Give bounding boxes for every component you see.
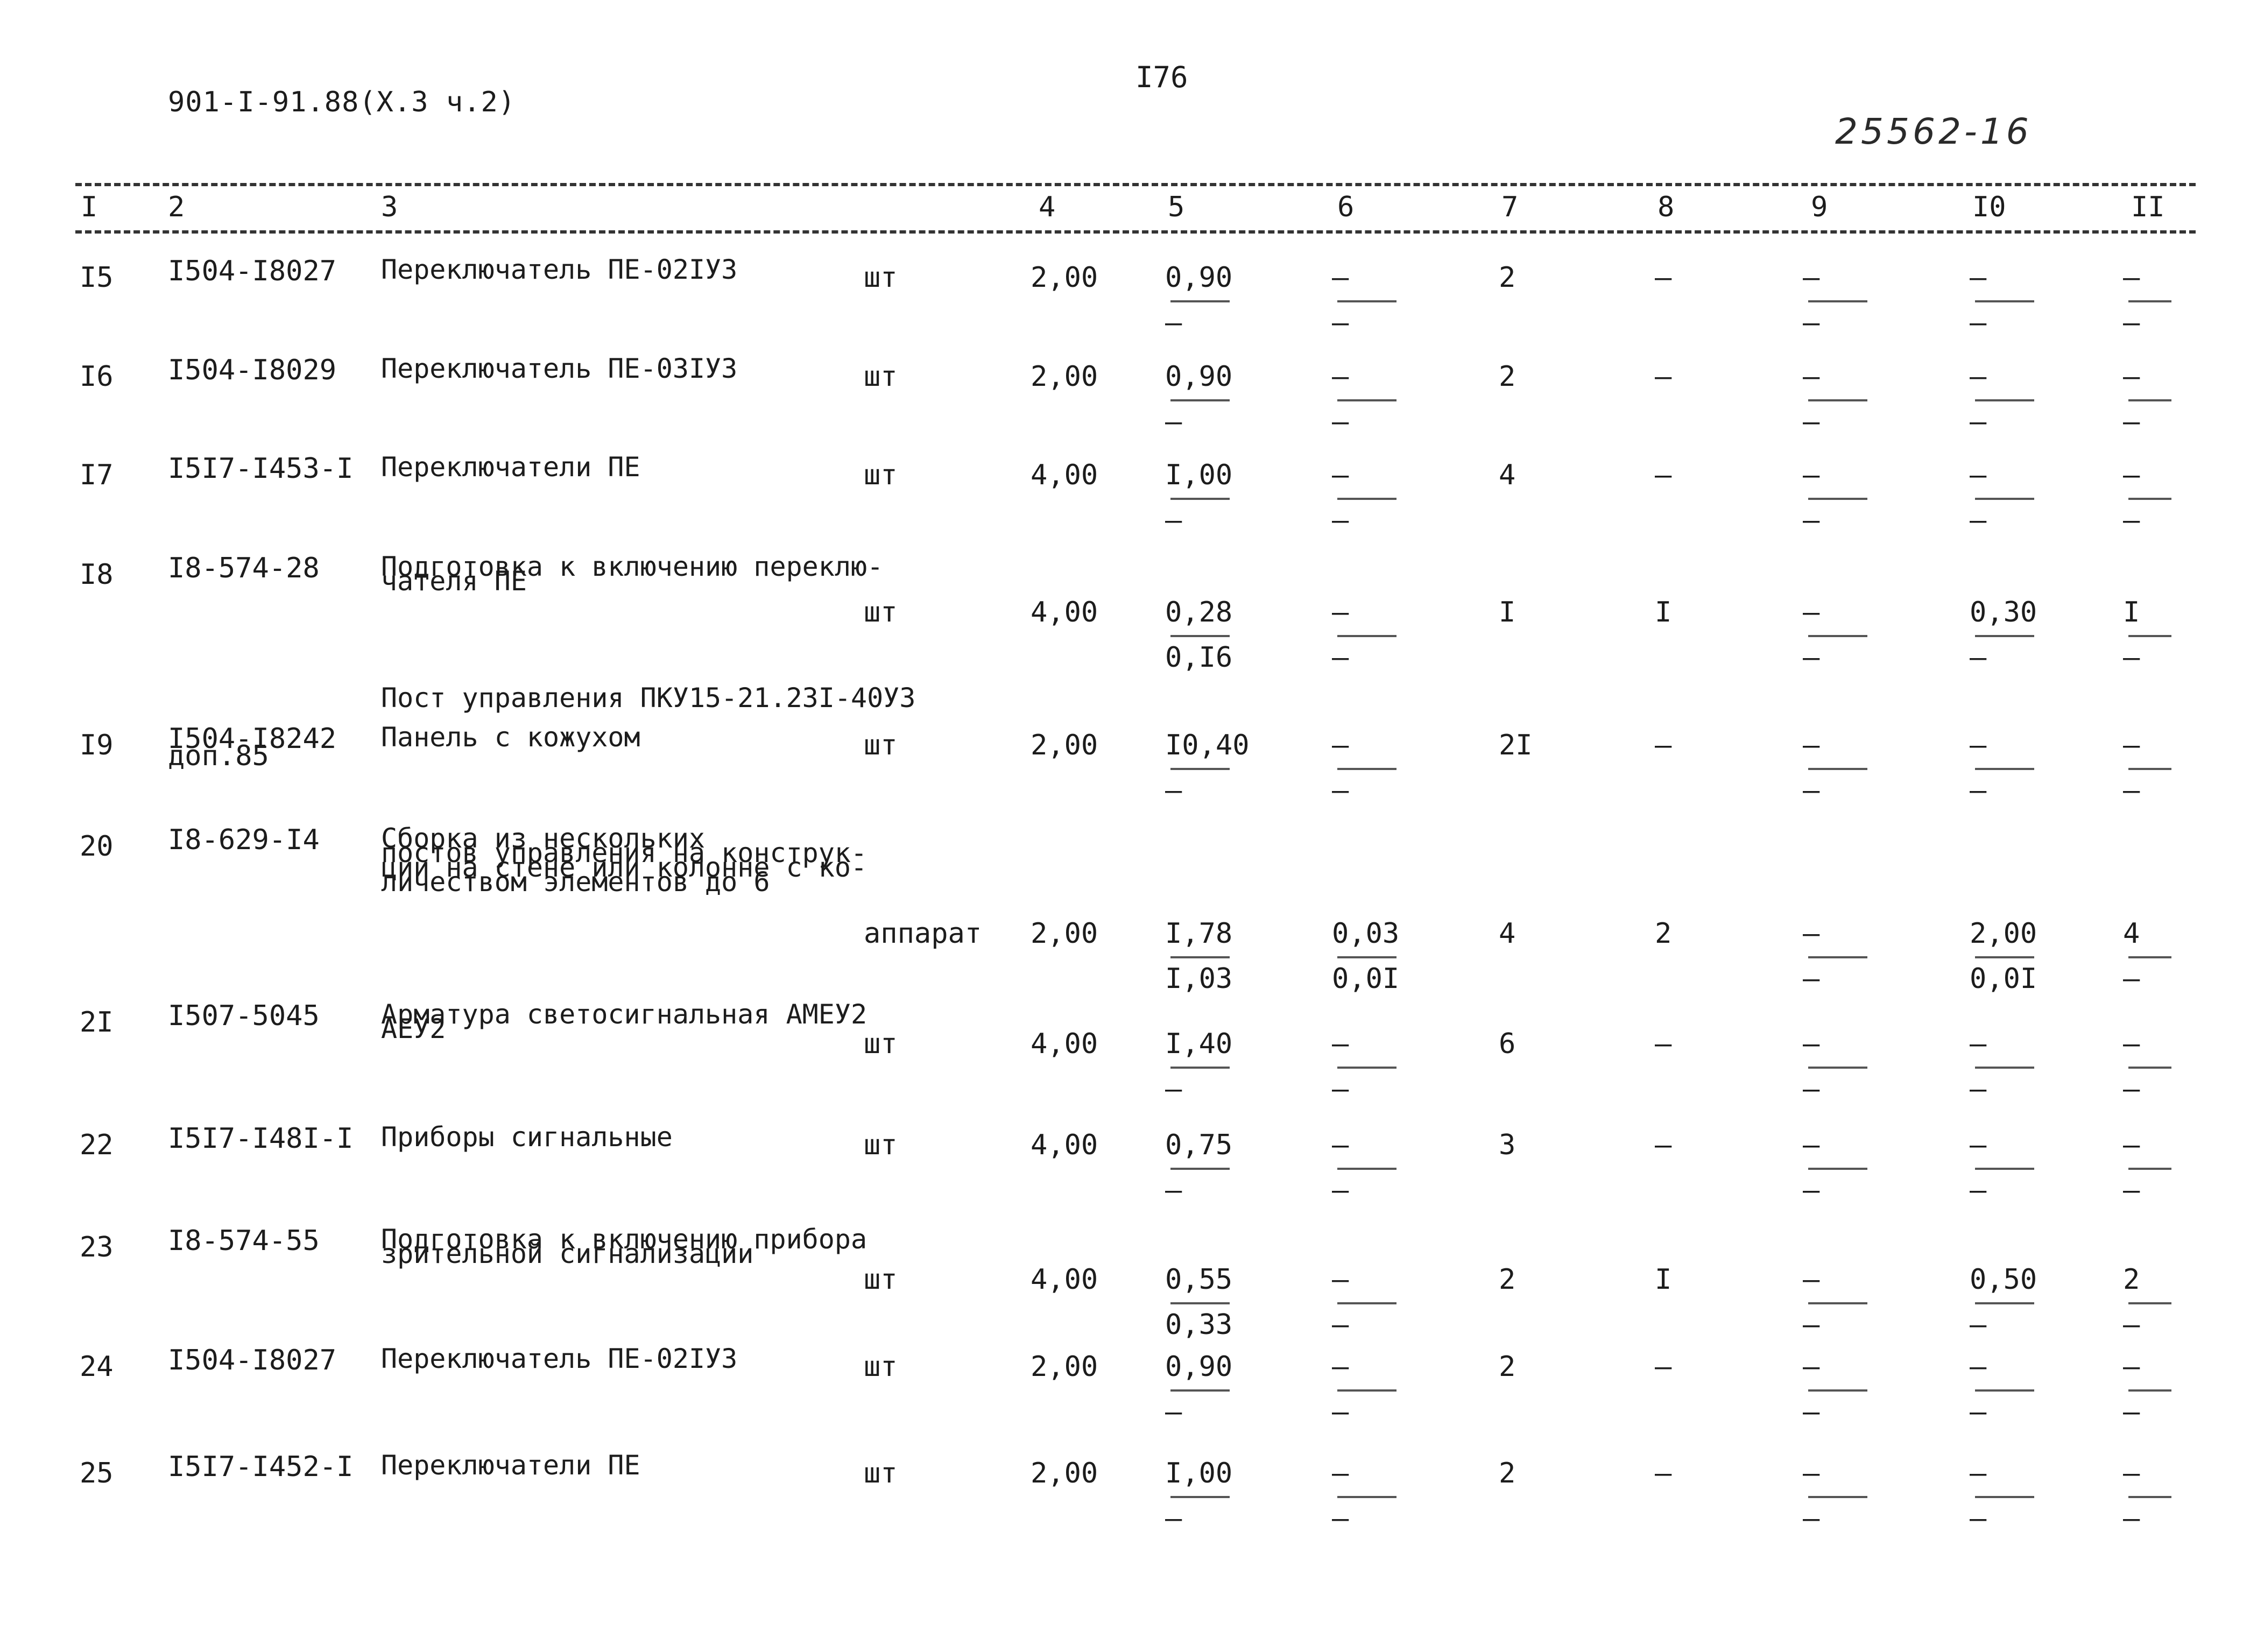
col10-fraction-bar [1975,300,2034,302]
col5-fraction-top: 0,55 [1165,1263,1233,1296]
col9-fraction-top: – [1803,917,1820,950]
col11-fraction-bar [2128,956,2171,958]
col9-fraction-top: – [1803,361,1820,393]
col11-fraction-bottom: – [2123,963,2140,995]
item-name: Переключатели ПЕ [381,1450,640,1481]
item-name: Подготовка к включению переклю- чателя ПЕ [381,551,884,597]
norm-code: I8-574-28 [168,552,320,584]
col7-value: 2 [1499,1263,1516,1296]
col9-fraction-bottom: – [1803,504,1820,536]
col10-fraction-bottom: – [1970,1502,1987,1535]
col9-fraction-bottom: – [1803,406,1820,438]
col10-fraction-top: – [1970,459,1987,491]
col9-fraction-top: – [1803,729,1820,761]
col10-fraction-bottom: 0,0I [1970,963,2037,995]
col10-fraction-bar [1975,635,2034,637]
col6-fraction-bottom: – [1332,1073,1349,1105]
col6-fraction-bottom: – [1332,1396,1349,1428]
col9-fraction-bottom: – [1803,641,1820,674]
col6-fraction-bottom: – [1332,1309,1349,1341]
col5-fraction-top: 0,90 [1165,361,1233,393]
col5-fraction-bottom: – [1165,1174,1182,1206]
col5-fraction-bottom: – [1165,1396,1182,1428]
sheet-reference: 25562-16 [1835,111,2032,152]
col5-fraction-bottom: 0,33 [1165,1309,1233,1341]
col10-fraction-top: – [1970,361,1987,393]
quantity-cell: 2,00 [1031,917,1098,950]
norm-code: I8-574-55 [168,1225,320,1257]
col5-fraction-top: I,00 [1165,459,1233,491]
quantity-cell: 2,00 [1031,361,1098,393]
col6-fraction-bar [1337,768,1396,770]
col11-fraction-bar [2128,1496,2171,1498]
col7-value: 3 [1499,1129,1516,1161]
col5-fraction-bottom: – [1165,1073,1182,1105]
column-header-5: 5 [1168,191,1185,223]
row-number: 25 [80,1457,114,1489]
col11-fraction-bottom: – [2123,1174,2140,1206]
col11-fraction-bar [2128,399,2171,401]
col9-fraction-bar [1808,300,1867,302]
col9-fraction-top: – [1803,1457,1820,1489]
col8-value: – [1655,1129,1672,1161]
column-header-3: 3 [381,191,398,223]
col8-value: I [1655,596,1672,629]
col11-fraction-bar [2128,300,2171,302]
column-header-1: I [81,191,98,223]
col8-value: – [1655,1028,1672,1060]
col9-fraction-bottom: – [1803,1174,1820,1206]
col6-fraction-bar [1337,1067,1396,1069]
col5-fraction-bottom: – [1165,307,1182,339]
page-number: I76 [1135,60,1188,94]
col6-fraction-bar [1337,399,1396,401]
quantity-cell: 2,00 [1031,1457,1098,1489]
col8-value: – [1655,729,1672,761]
col6-fraction-bar [1337,498,1396,500]
row-number: 20 [80,830,114,863]
col5-fraction-bottom: 0,I6 [1165,641,1233,674]
col5-fraction-top: 0,90 [1165,262,1233,294]
col6-fraction-bottom: – [1332,406,1349,438]
col10-fraction-top: – [1970,1028,1987,1060]
unit-cell: шт [864,729,898,761]
item-name: Арматура светосигнальная АМЕУ2 АЕУ2 [381,999,867,1044]
row-number: I8 [80,559,114,591]
item-name: Сборка из нескольких постов управления на конструк- ции на стене или колонне с ко- личеством элементов до 6 [381,823,867,898]
col9-fraction-bar [1808,1067,1867,1069]
item-name: Переключатель ПЕ-02IУ3 [381,254,738,285]
header-rule-bottom [75,230,2196,234]
col5-fraction-bar [1170,1067,1230,1069]
col10-fraction-bar [1975,1168,2034,1170]
col6-fraction-bar [1337,635,1396,637]
col5-fraction-bar [1170,1302,1230,1304]
col9-fraction-bar [1808,399,1867,401]
col10-fraction-bar [1975,498,2034,500]
col9-fraction-bar [1808,956,1867,958]
col11-fraction-bottom: – [2123,774,2140,807]
unit-cell: аппарат [864,917,982,950]
column-header-4: 4 [1039,191,1056,223]
col9-fraction-top: – [1803,1263,1820,1296]
col9-fraction-bottom: – [1803,963,1820,995]
col5-fraction-bar [1170,768,1230,770]
item-name: Переключатели ПЕ [381,451,640,483]
unit-cell: шт [864,361,898,393]
col10-fraction-top: 0,30 [1970,596,2037,629]
col10-fraction-bottom: – [1970,1396,1987,1428]
col7-value: 6 [1499,1028,1516,1060]
row-number: I9 [80,729,114,761]
col5-fraction-bottom: I,03 [1165,963,1233,995]
quantity-cell: 4,00 [1031,1129,1098,1161]
unit-cell: шт [864,596,898,629]
col5-fraction-bottom: – [1165,406,1182,438]
col9-fraction-top: – [1803,262,1820,294]
document-code: 901-I-91.88(X.3 ч.2) [168,86,516,118]
item-name: Панель с кожухом [381,722,640,753]
col11-fraction-bottom: – [2123,406,2140,438]
col6-fraction-top: – [1332,1457,1349,1489]
col6-fraction-bar [1337,1302,1396,1304]
col5-fraction-bar [1170,1389,1230,1392]
column-header-8: 8 [1658,191,1675,223]
col6-fraction-bar [1337,1389,1396,1392]
col10-fraction-bottom: – [1970,1073,1987,1105]
col10-fraction-top: 0,50 [1970,1263,2037,1296]
col8-value: I [1655,1263,1672,1296]
col6-fraction-top: – [1332,729,1349,761]
column-header-7: 7 [1501,191,1519,223]
col11-fraction-top: – [2123,1351,2140,1383]
row-number: 22 [80,1129,114,1161]
row-number: I6 [80,361,114,393]
col7-value: I [1499,596,1516,629]
col9-fraction-bar [1808,1168,1867,1170]
col11-fraction-top: 2 [2123,1263,2140,1296]
col10-fraction-bar [1975,956,2034,958]
quantity-cell: 2,00 [1031,729,1098,761]
col6-fraction-bottom: – [1332,1502,1349,1535]
quantity-cell: 4,00 [1031,459,1098,491]
quantity-cell: 2,00 [1031,1351,1098,1383]
col5-fraction-bottom: – [1165,1502,1182,1535]
unit-cell: шт [864,1129,898,1161]
col7-value: 2 [1499,262,1516,294]
col10-fraction-top: 2,00 [1970,917,2037,950]
col11-fraction-top: – [2123,1129,2140,1161]
col11-fraction-bottom: – [2123,1502,2140,1535]
col10-fraction-bottom: – [1970,504,1987,536]
col10-fraction-bar [1975,768,2034,770]
row-number: 23 [80,1231,114,1263]
col11-fraction-bar [2128,1067,2171,1069]
norm-code: I504-I8027 [168,255,337,287]
col11-fraction-top: – [2123,361,2140,393]
col6-fraction-top: – [1332,459,1349,491]
col11-fraction-bottom: – [2123,1073,2140,1105]
col9-fraction-bar [1808,768,1867,770]
col11-fraction-top: – [2123,729,2140,761]
col10-fraction-top: – [1970,1351,1987,1383]
col5-fraction-top: 0,28 [1165,596,1233,629]
col5-fraction-bottom: – [1165,774,1182,807]
norm-code: I5I7-I453-I [168,453,354,485]
col9-fraction-bottom: – [1803,1309,1820,1341]
col8-value: – [1655,1351,1672,1383]
unit-cell: шт [864,262,898,294]
col9-fraction-bar [1808,635,1867,637]
col6-fraction-bottom: 0,0I [1332,963,1400,995]
column-header-11: II [2131,191,2165,223]
unit-cell: шт [864,1263,898,1296]
col11-fraction-bar [2128,498,2171,500]
col10-fraction-bar [1975,1496,2034,1498]
quantity-cell: 2,00 [1031,262,1098,294]
col10-fraction-bar [1975,1389,2034,1392]
quantity-cell: 4,00 [1031,1263,1098,1296]
col11-fraction-bar [2128,1168,2171,1170]
col5-fraction-bar [1170,1496,1230,1498]
col9-fraction-bar [1808,1496,1867,1498]
col7-value: 2I [1499,729,1533,761]
col10-fraction-bottom: – [1970,774,1987,807]
norm-code: I504-I8029 [168,354,337,386]
col5-fraction-top: 0,75 [1165,1129,1233,1161]
col5-fraction-bar [1170,956,1230,958]
col6-fraction-bottom: – [1332,774,1349,807]
col10-fraction-bar [1975,1302,2034,1304]
row-number: I7 [80,459,114,491]
col6-fraction-top: – [1332,1129,1349,1161]
col5-fraction-top: I0,40 [1165,729,1250,761]
col11-fraction-bottom: – [2123,1309,2140,1341]
col9-fraction-bar [1808,498,1867,500]
col6-fraction-bar [1337,1496,1396,1498]
column-header-10: I0 [1972,191,2006,223]
column-header-2: 2 [168,191,185,223]
col11-fraction-bar [2128,1302,2171,1304]
col6-fraction-bottom: – [1332,641,1349,674]
unit-cell: шт [864,1028,898,1060]
col11-fraction-bottom: – [2123,504,2140,536]
item-name: Переключатель ПЕ-02IУ3 [381,1343,738,1374]
norm-code: I5I7-I48I-I [168,1122,354,1155]
row-number: I5 [80,262,114,294]
col7-value: 2 [1499,1457,1516,1489]
col11-fraction-bottom: – [2123,307,2140,339]
col5-fraction-top: 0,90 [1165,1351,1233,1383]
unit-cell: шт [864,1457,898,1489]
norm-code: I5I7-I452-I [168,1451,354,1483]
col8-value: 2 [1655,917,1672,950]
col11-fraction-top: I [2123,596,2140,629]
column-header-9: 9 [1811,191,1828,223]
col6-fraction-bar [1337,300,1396,302]
col9-fraction-bottom: – [1803,774,1820,807]
col9-fraction-top: – [1803,1351,1820,1383]
column-header-6: 6 [1337,191,1355,223]
col9-fraction-top: – [1803,596,1820,629]
col11-fraction-top: – [2123,1457,2140,1489]
col11-fraction-bar [2128,1389,2171,1392]
col6-fraction-top: 0,03 [1332,917,1400,950]
col10-fraction-bar [1975,399,2034,401]
col9-fraction-top: – [1803,1028,1820,1060]
norm-code: I507-5045 [168,1000,320,1032]
quantity-cell: 4,00 [1031,1028,1098,1060]
col8-value: – [1655,459,1672,491]
col5-fraction-bar [1170,399,1230,401]
col10-fraction-bottom: – [1970,641,1987,674]
col6-fraction-top: – [1332,361,1349,393]
col6-fraction-top: – [1332,596,1349,629]
col7-value: 4 [1499,917,1516,950]
norm-code: I504-I8242 доп.85 [168,723,337,772]
col9-fraction-bottom: – [1803,1502,1820,1535]
col7-value: 2 [1499,361,1516,393]
col9-fraction-bottom: – [1803,1073,1820,1105]
col5-fraction-bar [1170,635,1230,637]
col5-fraction-bottom: – [1165,504,1182,536]
unit-cell: шт [864,1351,898,1383]
header-rule-top [75,183,2196,186]
col6-fraction-top: – [1332,1263,1349,1296]
col9-fraction-bar [1808,1302,1867,1304]
col8-value: – [1655,262,1672,294]
col5-fraction-bar [1170,1168,1230,1170]
col6-fraction-top: – [1332,1028,1349,1060]
col9-fraction-bar [1808,1389,1867,1392]
col9-fraction-bottom: – [1803,1396,1820,1428]
col10-fraction-bottom: – [1970,1309,1987,1341]
col10-fraction-bottom: – [1970,307,1987,339]
col6-fraction-bottom: – [1332,307,1349,339]
col8-value: – [1655,361,1672,393]
col7-value: 2 [1499,1351,1516,1383]
col10-fraction-top: – [1970,729,1987,761]
col10-fraction-top: – [1970,262,1987,294]
col5-fraction-top: I,78 [1165,917,1233,950]
col10-fraction-bottom: – [1970,406,1987,438]
col11-fraction-bottom: – [2123,641,2140,674]
col11-fraction-top: – [2123,459,2140,491]
item-name: Приборы сигнальные [381,1121,673,1153]
col9-fraction-top: – [1803,1129,1820,1161]
col11-fraction-top: – [2123,1028,2140,1060]
norm-code: I504-I8027 [168,1344,337,1376]
row-number: 24 [80,1351,114,1383]
col6-fraction-bottom: – [1332,1174,1349,1206]
col10-fraction-bottom: – [1970,1174,1987,1206]
col10-fraction-top: – [1970,1457,1987,1489]
col6-fraction-top: – [1332,262,1349,294]
col5-fraction-top: I,40 [1165,1028,1233,1060]
col11-fraction-bar [2128,635,2171,637]
col5-fraction-top: I,00 [1165,1457,1233,1489]
col6-fraction-bottom: – [1332,504,1349,536]
col11-fraction-bottom: – [2123,1396,2140,1428]
col9-fraction-top: – [1803,459,1820,491]
col11-fraction-top: 4 [2123,917,2140,950]
col10-fraction-bar [1975,1067,2034,1069]
col7-value: 4 [1499,459,1516,491]
unit-cell: шт [864,459,898,491]
col5-fraction-bar [1170,300,1230,302]
col11-fraction-top: – [2123,262,2140,294]
quantity-cell: 4,00 [1031,596,1098,629]
col10-fraction-top: – [1970,1129,1987,1161]
item-name: Переключатель ПЕ-03IУ3 [381,353,738,384]
col11-fraction-bar [2128,768,2171,770]
item-name: Подготовка к включению прибора зрительной сигнализации [381,1224,867,1269]
col6-fraction-bar [1337,1168,1396,1170]
col6-fraction-top: – [1332,1351,1349,1383]
row-number: 2I [80,1006,114,1039]
col8-value: – [1655,1457,1672,1489]
section-heading: Пост управления ПКУ15-21.23I-40У3 [381,682,916,714]
col5-fraction-bar [1170,498,1230,500]
norm-code: I8-629-I4 [168,824,320,856]
col6-fraction-bar [1337,956,1396,958]
col9-fraction-bottom: – [1803,307,1820,339]
